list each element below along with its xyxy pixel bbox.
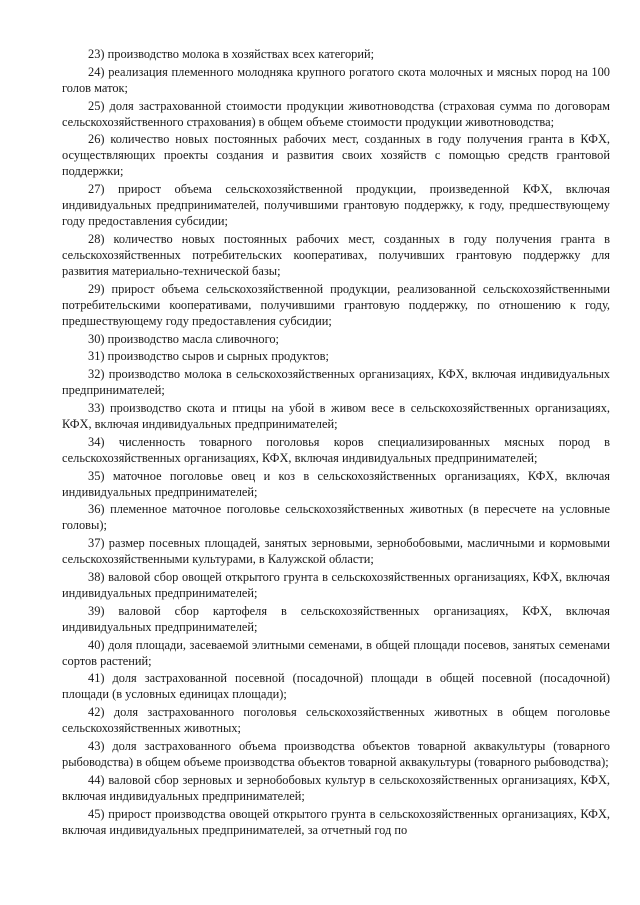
list-item-28: 28) количество новых постоянных рабочих мест, созданных в году получения гранта в сельскохозяйственных потребительских кооперативах, получивших грантовую поддержку для развития материально-технической базы; [62, 231, 610, 278]
list-item-34: 34) численность товарного поголовья коров специализированных мясных пород в сельскохозяйственных организациях, КФХ, включая индивидуальных предпринимателей; [62, 434, 610, 465]
list-item-27: 27) прирост объема сельскохозяйственной продукции, произведенной КФХ, включая индивидуальных предпринимателей, получившими грантовую поддержку, к году, предшествующему году предоставления субсидии; [62, 182, 610, 229]
list-item-38: 38) валовой сбор овощей открытого грунта в сельскохозяйственных организациях, КФХ, включая индивидуальных предпринимателей; [62, 569, 610, 600]
list-item-45: 45) прирост производства овощей открытого грунта в сельскохозяйственных организациях, КФХ, включая индивидуальных предпринимателей, за отчетный год по [62, 806, 610, 837]
list-item-39: 39) валовой сбор картофеля в сельскохозяйственных организациях, КФХ, включая индивидуальных предпринимателей; [62, 603, 610, 634]
list-item-44: 44) валовой сбор зерновых и зернобобовых культур в сельскохозяйственных организациях, КФХ, включая индивидуальных предпринимателей; [62, 772, 610, 803]
list-item-40: 40) доля площади, засеваемой элитными семенами, в общей площади посевов, занятых семенами сортов растений; [62, 637, 610, 668]
list-item-32: 32) производство молока в сельскохозяйственных организациях, КФХ, включая индивидуальных предпринимателей; [62, 367, 610, 398]
list-item-42: 42) доля застрахованного поголовья сельскохозяйственных животных в общем поголовье сельскохозяйственных животных; [62, 705, 610, 736]
list-item-41: 41) доля застрахованной посевной (посадочной) площади в общей посевной (посадочной) площади (в условных единицах площади); [62, 671, 610, 702]
list-item-24: 24) реализация племенного молодняка крупного рогатого скота молочных и мясных пород на 100 голов маток; [62, 64, 610, 95]
list-item-30: 30) производство масла сливочного; [88, 331, 280, 346]
list-item-29: 29) прирост объема сельскохозяйственной продукции, реализованной сельскохозяйственными потребительскими кооперативами, получившими грантовую поддержку, по отношению к году, предшествующему году предоставления субсидии; [62, 281, 610, 328]
list-item-37: 37) размер посевных площадей, занятых зерновыми, зернобобовыми, масличными и кормовыми сельскохозяйственными культурами, в Калужской области; [62, 536, 610, 567]
list-item-35: 35) маточное поголовье овец и коз в сельскохозяйственных организациях, КФХ, включая индивидуальных предпринимателей; [62, 468, 610, 499]
list-item-26: 26) количество новых постоянных рабочих мест, созданных в году получения гранта в КФХ, осуществляющих проекты создания и развития своих хозяйств с помощью средств грантовой поддержки; [62, 132, 610, 179]
list-item-31: 31) производство сыров и сырных продуктов; [88, 349, 329, 364]
list-item-25: 25) доля застрахованной стоимости продукции животноводства (страховая сумма по договорам сельскохозяйственного страхования) в общем объеме стоимости продукции животноводства; [62, 98, 610, 129]
list-item-36: 36) племенное маточное поголовье сельскохозяйственных животных (в пересчете на условные головы); [62, 502, 610, 533]
list-item-33: 33) производство скота и птицы на убой в живом весе в сельскохозяйственных организациях, КФХ, включая индивидуальных предпринимателей; [62, 400, 610, 431]
list-item-23: 23) производство молока в хозяйствах всех категорий; [88, 47, 375, 61]
list-item-43: 43) доля застрахованного объема производства объектов товарной аквакультуры (товарного рыбоводства) в общем объеме производства объектов товарной аквакультуры (товарного рыбоводства); [62, 738, 610, 769]
